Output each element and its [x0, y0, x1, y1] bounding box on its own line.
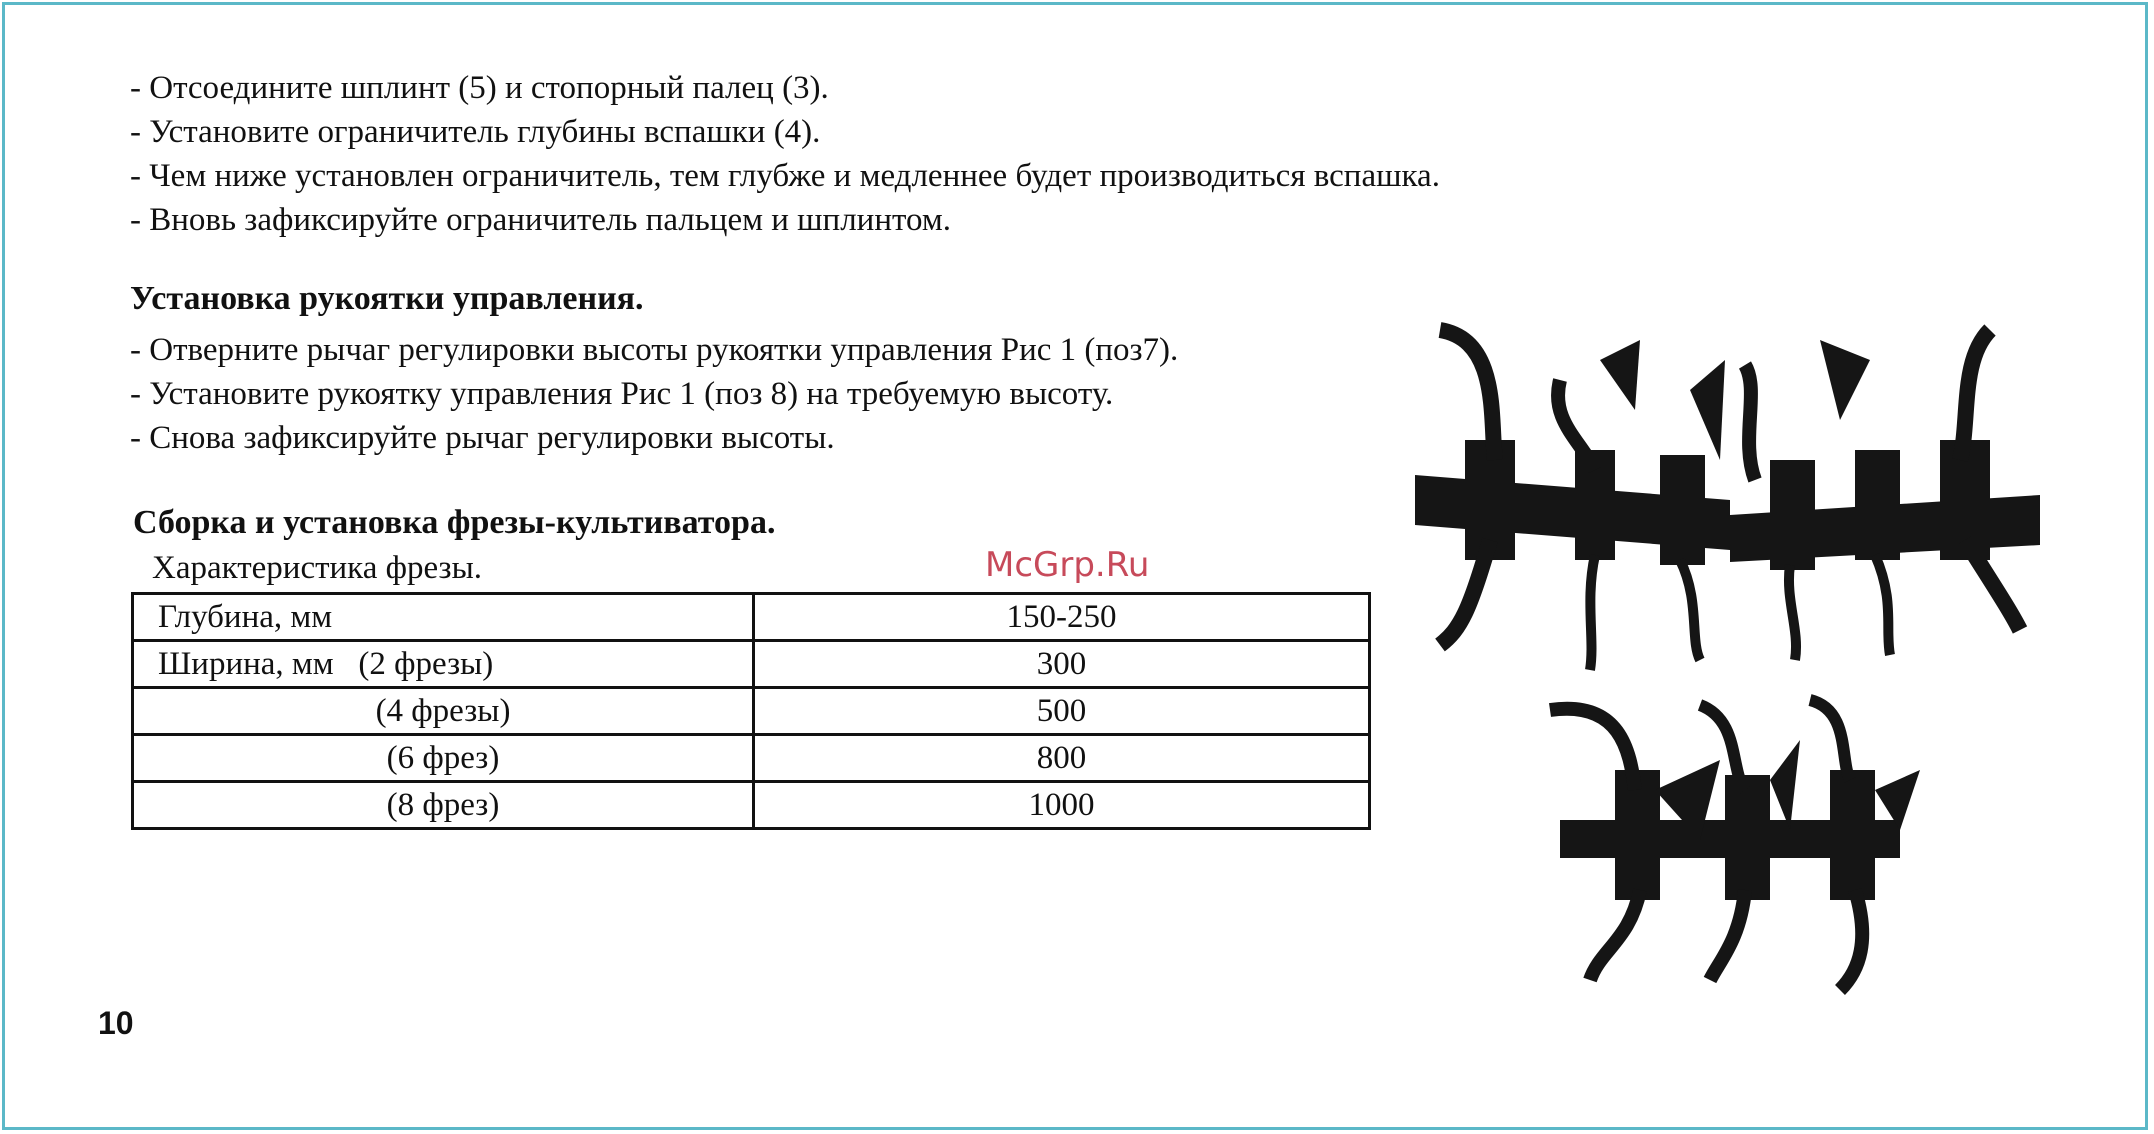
- spec-value: 150-250: [754, 594, 1370, 641]
- spec-value: 1000: [754, 782, 1370, 829]
- instruction-line: - Установите рукоятку управления Рис 1 (поз 8) на требуемую высоту.: [130, 376, 1114, 412]
- spec-key: Ширина, мм (2 фрезы): [133, 641, 754, 688]
- handle-instructions: [130, 328, 1178, 460]
- spec-key: (6 фрез): [133, 735, 754, 782]
- cutter-heading: Сборка и установка фрезы-культиватора.: [133, 504, 776, 541]
- spec-value: 800: [754, 735, 1370, 782]
- table-row: [133, 782, 1370, 829]
- spec-key: (4 фрезы): [133, 688, 754, 735]
- table-row: [133, 735, 1370, 782]
- table-row: [133, 688, 1370, 735]
- watermark: McGrp.Ru: [985, 545, 1150, 585]
- instruction-line: - Отверните рычаг регулировки высоты рукоятки управления Рис 1 (поз7).: [130, 332, 1179, 368]
- cutter-spec-table: [131, 592, 1371, 830]
- page-number: 10: [98, 1005, 134, 1041]
- instruction-line: - Отсоедините шплинт (5) и стопорный палец (3).: [130, 70, 829, 106]
- spec-key: Глубина, мм: [133, 594, 754, 641]
- instruction-line: - Чем ниже установлен ограничитель, тем глубже и медленнее будет производиться вспашка.: [130, 158, 1440, 194]
- instruction-line: - Установите ограничитель глубины вспашки (4).: [130, 114, 821, 150]
- spec-value: 300: [754, 641, 1370, 688]
- spec-value: 500: [754, 688, 1370, 735]
- instruction-line: - Вновь зафиксируйте ограничитель пальцем и шплинтом.: [130, 202, 951, 238]
- cultivator-cutter-illustration: [1400, 300, 2040, 1000]
- handle-heading: Установка рукоятки управления.: [130, 280, 644, 317]
- instruction-line: - Снова зафиксируйте рычаг регулировки высоты.: [130, 420, 835, 456]
- table-row: [133, 594, 1370, 641]
- adjust-instructions: [130, 66, 1440, 242]
- spec-key: (8 фрез): [133, 782, 754, 829]
- table-caption: Характеристика фрезы.: [152, 550, 482, 586]
- table-row: [133, 641, 1370, 688]
